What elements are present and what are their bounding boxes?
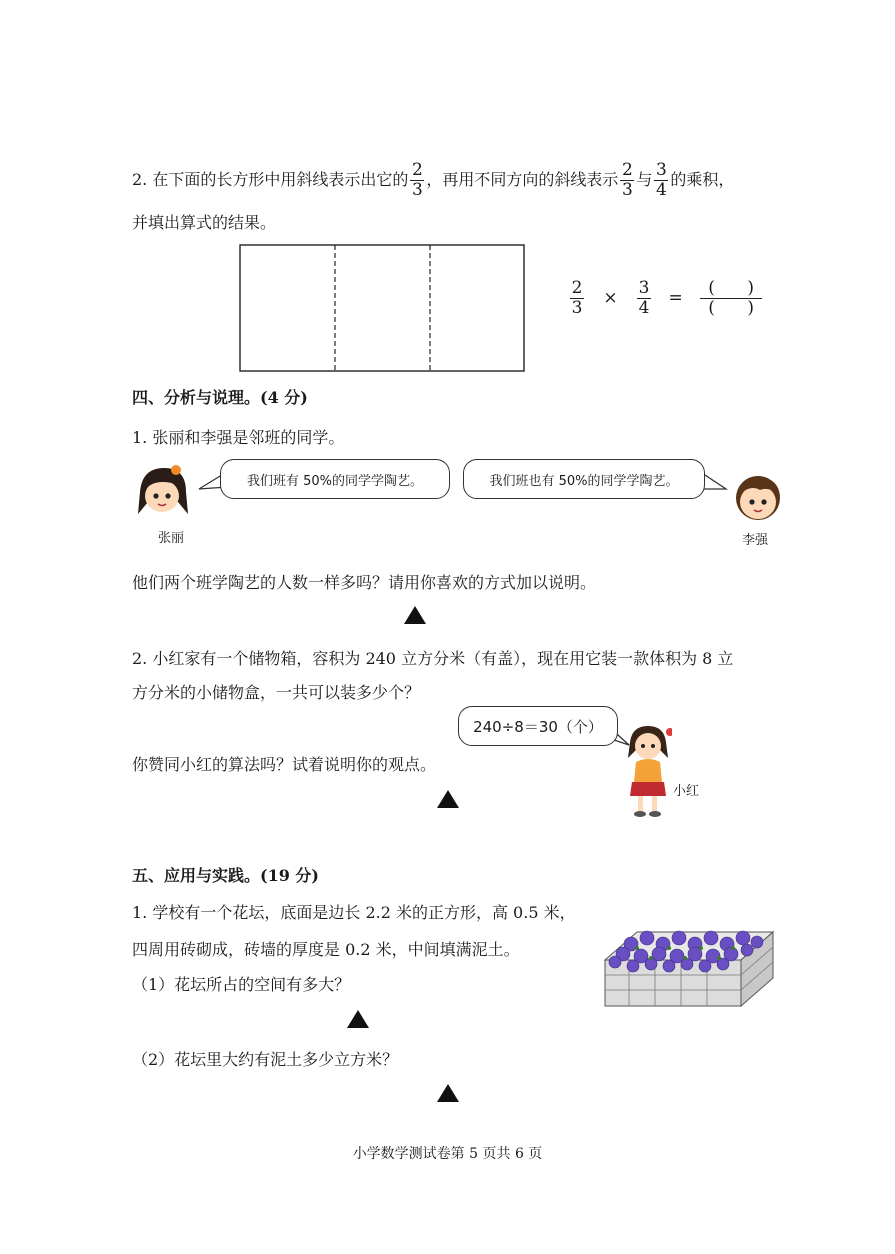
girl-face-icon <box>130 462 194 526</box>
triangle-icon[interactable] <box>347 1010 369 1028</box>
section4-q2-line2: 方分米的小储物盒，一共可以装多少个？ <box>132 683 421 702</box>
speech-bubble-calc: 240÷8＝30（个） <box>458 706 618 746</box>
boy-face-icon <box>726 468 790 526</box>
section4-q2-line1: 2. 小红家有一个储物箱，容积为 240 立方分米（有盖），现在用它装一款体积为 8 立 <box>132 649 734 668</box>
equation: $\frac{2}{3}$ × $\frac{3}{4}$ = $\frac{( )}{( )}$ <box>568 279 764 318</box>
triangle-icon[interactable] <box>437 790 459 808</box>
name-zhangli: 张丽 <box>158 531 185 546</box>
triangle-icon[interactable] <box>404 606 426 624</box>
name-liqiang: 李强 <box>742 533 769 548</box>
fraction-3-4: $\frac{3}{4}$ <box>655 160 667 200</box>
rectangle-diagram <box>238 243 526 373</box>
answer-blank[interactable]: $\frac{( )}{( )}$ <box>700 279 762 318</box>
section5-sub2: （2）花坛里大约有泥土多少立方米？ <box>132 1050 399 1069</box>
triangle-icon[interactable] <box>437 1084 459 1102</box>
q2-line2: 并填出算式的结果。 <box>132 213 277 232</box>
section4-q1: 1. 张丽和李强是邻班的同学。 <box>132 428 345 447</box>
fraction-2-3: $\frac{2}{3}$ <box>411 160 423 200</box>
girl-standing-icon <box>622 722 672 820</box>
section4-q1-ask: 他们两个班学陶艺的人数一样多吗？请用你喜欢的方式加以说明。 <box>132 573 597 592</box>
fraction-2-3-b: $\frac{2}{3}$ <box>621 160 633 200</box>
section5-q1-line2: 四周用砖砌成，砖墙的厚度是 0.2 米，中间填满泥土。 <box>132 940 520 959</box>
section5-sub1: （1）花坛所占的空间有多大？ <box>132 975 351 994</box>
name-xiaohong: 小红 <box>673 784 700 799</box>
speech-bubble-left: 我们班有 50%的同学学陶艺。 <box>220 459 450 499</box>
section5-heading: 五、应用与实践。(19 分) <box>132 866 319 885</box>
section4-q2-ask: 你赞同小红的算法吗？试着说明你的观点。 <box>132 755 437 774</box>
flower-bed-icon <box>603 918 775 1010</box>
q2-line1: 2. 在下面的长方形中用斜线表示出它的 $\frac{2}{3}$ ，再用不同方向的斜线表示 $\frac{2}{3}$ 与 $\frac{3}{4}$ 的乘积， <box>132 160 735 200</box>
section4-heading: 四、分析与说理。(4 分) <box>132 388 308 407</box>
page-footer: 小学数学测试卷第 5 页共 6 页 <box>352 1146 543 1162</box>
speech-bubble-right: 我们班也有 50%的同学学陶艺。 <box>463 459 705 499</box>
section5-q1-line1: 1. 学校有一个花坛，底面是边长 2.2 米的正方形，高 0.5 米， <box>132 903 576 922</box>
